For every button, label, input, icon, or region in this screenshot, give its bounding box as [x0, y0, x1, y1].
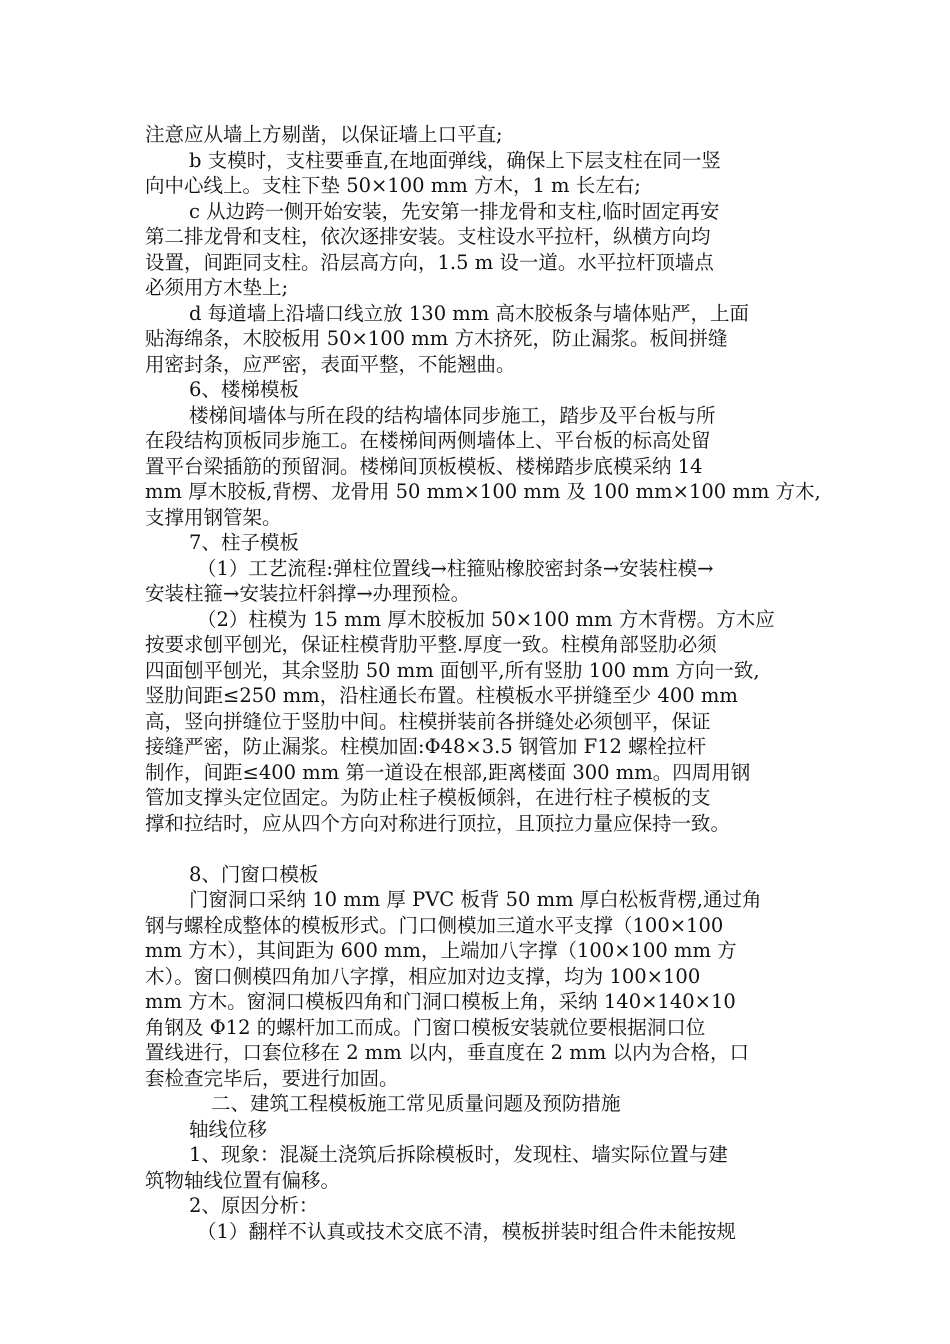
paragraph-line: 2、原因分析：	[189, 1194, 319, 1217]
paragraph-line: mm 方木），其间距为 600 mm，上端加八字撑（100×100 mm 方	[145, 939, 737, 962]
section-heading: 7、柱子模板	[189, 531, 299, 554]
paragraph-line: 1、现象：混凝土浇筑后拆除模板时，发现柱、墙实际位置与建	[189, 1143, 728, 1166]
paragraph-line: 用密封条，应严密，表面平整，不能翘曲。	[145, 352, 516, 376]
paragraph-line: 竖肋间距≤250 mm，沿柱通长布置。柱模板水平拼缝至少 400 mm	[145, 684, 738, 707]
paragraph-line: 注意应从墙上方剔凿，以保证墙上口平直;	[145, 123, 503, 146]
paragraph-line: 按要求刨平刨光，保证柱模背肋平整.厚度一致。柱模角部竖肋必须	[145, 633, 717, 656]
paragraph-line: （2）柱模为 15 mm 厚木胶板加 50×100 mm 方木背楞。方木应	[197, 607, 775, 631]
chapter-heading: 二、建筑工程模板施工常见质量问题及预防措施	[211, 1092, 621, 1115]
paragraph-line: 制作，间距≤400 mm 第一道设在根部,距离楼面 300 mm。四周用钢	[145, 760, 751, 784]
paragraph-line: 设置，间距同支柱。沿层高方向，1.5 m 设一道。水平拉杆顶墙点	[145, 250, 714, 274]
paragraph-line: 置平台梁插筋的预留洞。楼梯间顶板模板、楼梯踏步底模采纳 14	[145, 454, 703, 478]
paragraph-line: 安装柱箍→安装拉杆斜撑→办理预检。	[145, 582, 471, 605]
paragraph-line: 管加支撑头定位固定。为防止柱子模板倾斜，在进行柱子模板的支	[145, 786, 711, 809]
paragraph-line: 在段结构顶板同步施工。在楼梯间两侧墙体上、平台板的标高处留	[145, 429, 711, 452]
paragraph-line: 钢与螺栓成整体的模板形式。门口侧模加三道水平支撑（100×100	[145, 913, 724, 937]
paragraph-line: 门窗洞口采纳 10 mm 厚 PVC 板背 50 mm 厚白松板背楞,通过角	[189, 888, 762, 911]
paragraph-line: 套检查完毕后，要进行加固。	[145, 1066, 399, 1090]
section-heading: 6、楼梯模板	[189, 378, 299, 401]
paragraph-line: mm 厚木胶板,背楞、龙骨用 50 mm×100 mm 及 100 mm×100 mm 方木,	[145, 480, 821, 503]
paragraph-line: 第二排龙骨和支柱，依次逐排安装。支柱设水平拉杆，纵横方向均	[145, 225, 711, 248]
paragraph-line: （1）翻样不认真或技术交底不清，模板拼装时组合件未能按规	[197, 1219, 736, 1243]
subsection-heading: 轴线位移	[189, 1117, 268, 1141]
document-body	[145, 122, 821, 1244]
paragraph-line: mm 方木。窗洞口模板四角和门洞口模板上角，采纳 140×140×10	[145, 990, 736, 1013]
paragraph-line: 必须用方木垫上;	[145, 276, 289, 299]
paragraph-line: 贴海绵条，木胶板用 50×100 mm 方木挤死，防止漏浆。板间拼缝	[145, 327, 728, 350]
paragraph-line: 置线进行，口套位移在 2 mm 以内，垂直度在 2 mm 以内为合格，口	[145, 1041, 749, 1064]
paragraph-line: 角钢及 Φ12 的螺杆加工而成。门窗口模板安装就位要根据洞口位	[145, 1015, 706, 1039]
paragraph-line: 楼梯间墙体与所在段的结构墙体同步施工，踏步及平台板与所	[189, 403, 716, 427]
paragraph-line: 撑和拉结时，应从四个方向对称进行顶拉，且顶拉力量应保持一致。	[145, 811, 731, 835]
blank-line	[145, 836, 815, 862]
paragraph-line: 支撑用钢管架。	[145, 505, 282, 529]
paragraph-line: （1）工艺流程:弹柱位置线→柱箍贴橡胶密封条→安装柱模→	[197, 556, 714, 580]
paragraph-line: 高，竖向拼缝位于竖肋中间。柱模拼装前各拼缝处必须刨平，保证	[145, 709, 711, 733]
paragraph-line: b 支模时，支柱要垂直,在地面弹线，确保上下层支柱在同一竖	[189, 148, 721, 172]
paragraph-line: 四面刨平刨光，其余竖肋 50 mm 面刨平,所有竖肋 100 mm 方向一致,	[145, 658, 760, 682]
paragraph-line: c 从边跨一侧开始安装，先安第一排龙骨和支柱,临时固定再安	[189, 199, 720, 223]
paragraph-line: d 每道墙上沿墙口线立放 130 mm 高木胶板条与墙体贴严，上面	[189, 301, 749, 325]
paragraph-line: 接缝严密，防止漏浆。柱模加固:Φ48×3.5 钢管加 F12 螺栓拉杆	[145, 735, 707, 758]
paragraph-line: 向中心线上。支柱下垫 50×100 mm 方木，1 m 长左右;	[145, 174, 641, 197]
paragraph-line: 木）。窗口侧模四角加八字撑，相应加对边支撑，均为 100×100	[145, 964, 701, 988]
section-heading: 8、门窗口模板	[189, 862, 319, 886]
paragraph-line: 筑物轴线位置有偏移。	[145, 1168, 341, 1192]
